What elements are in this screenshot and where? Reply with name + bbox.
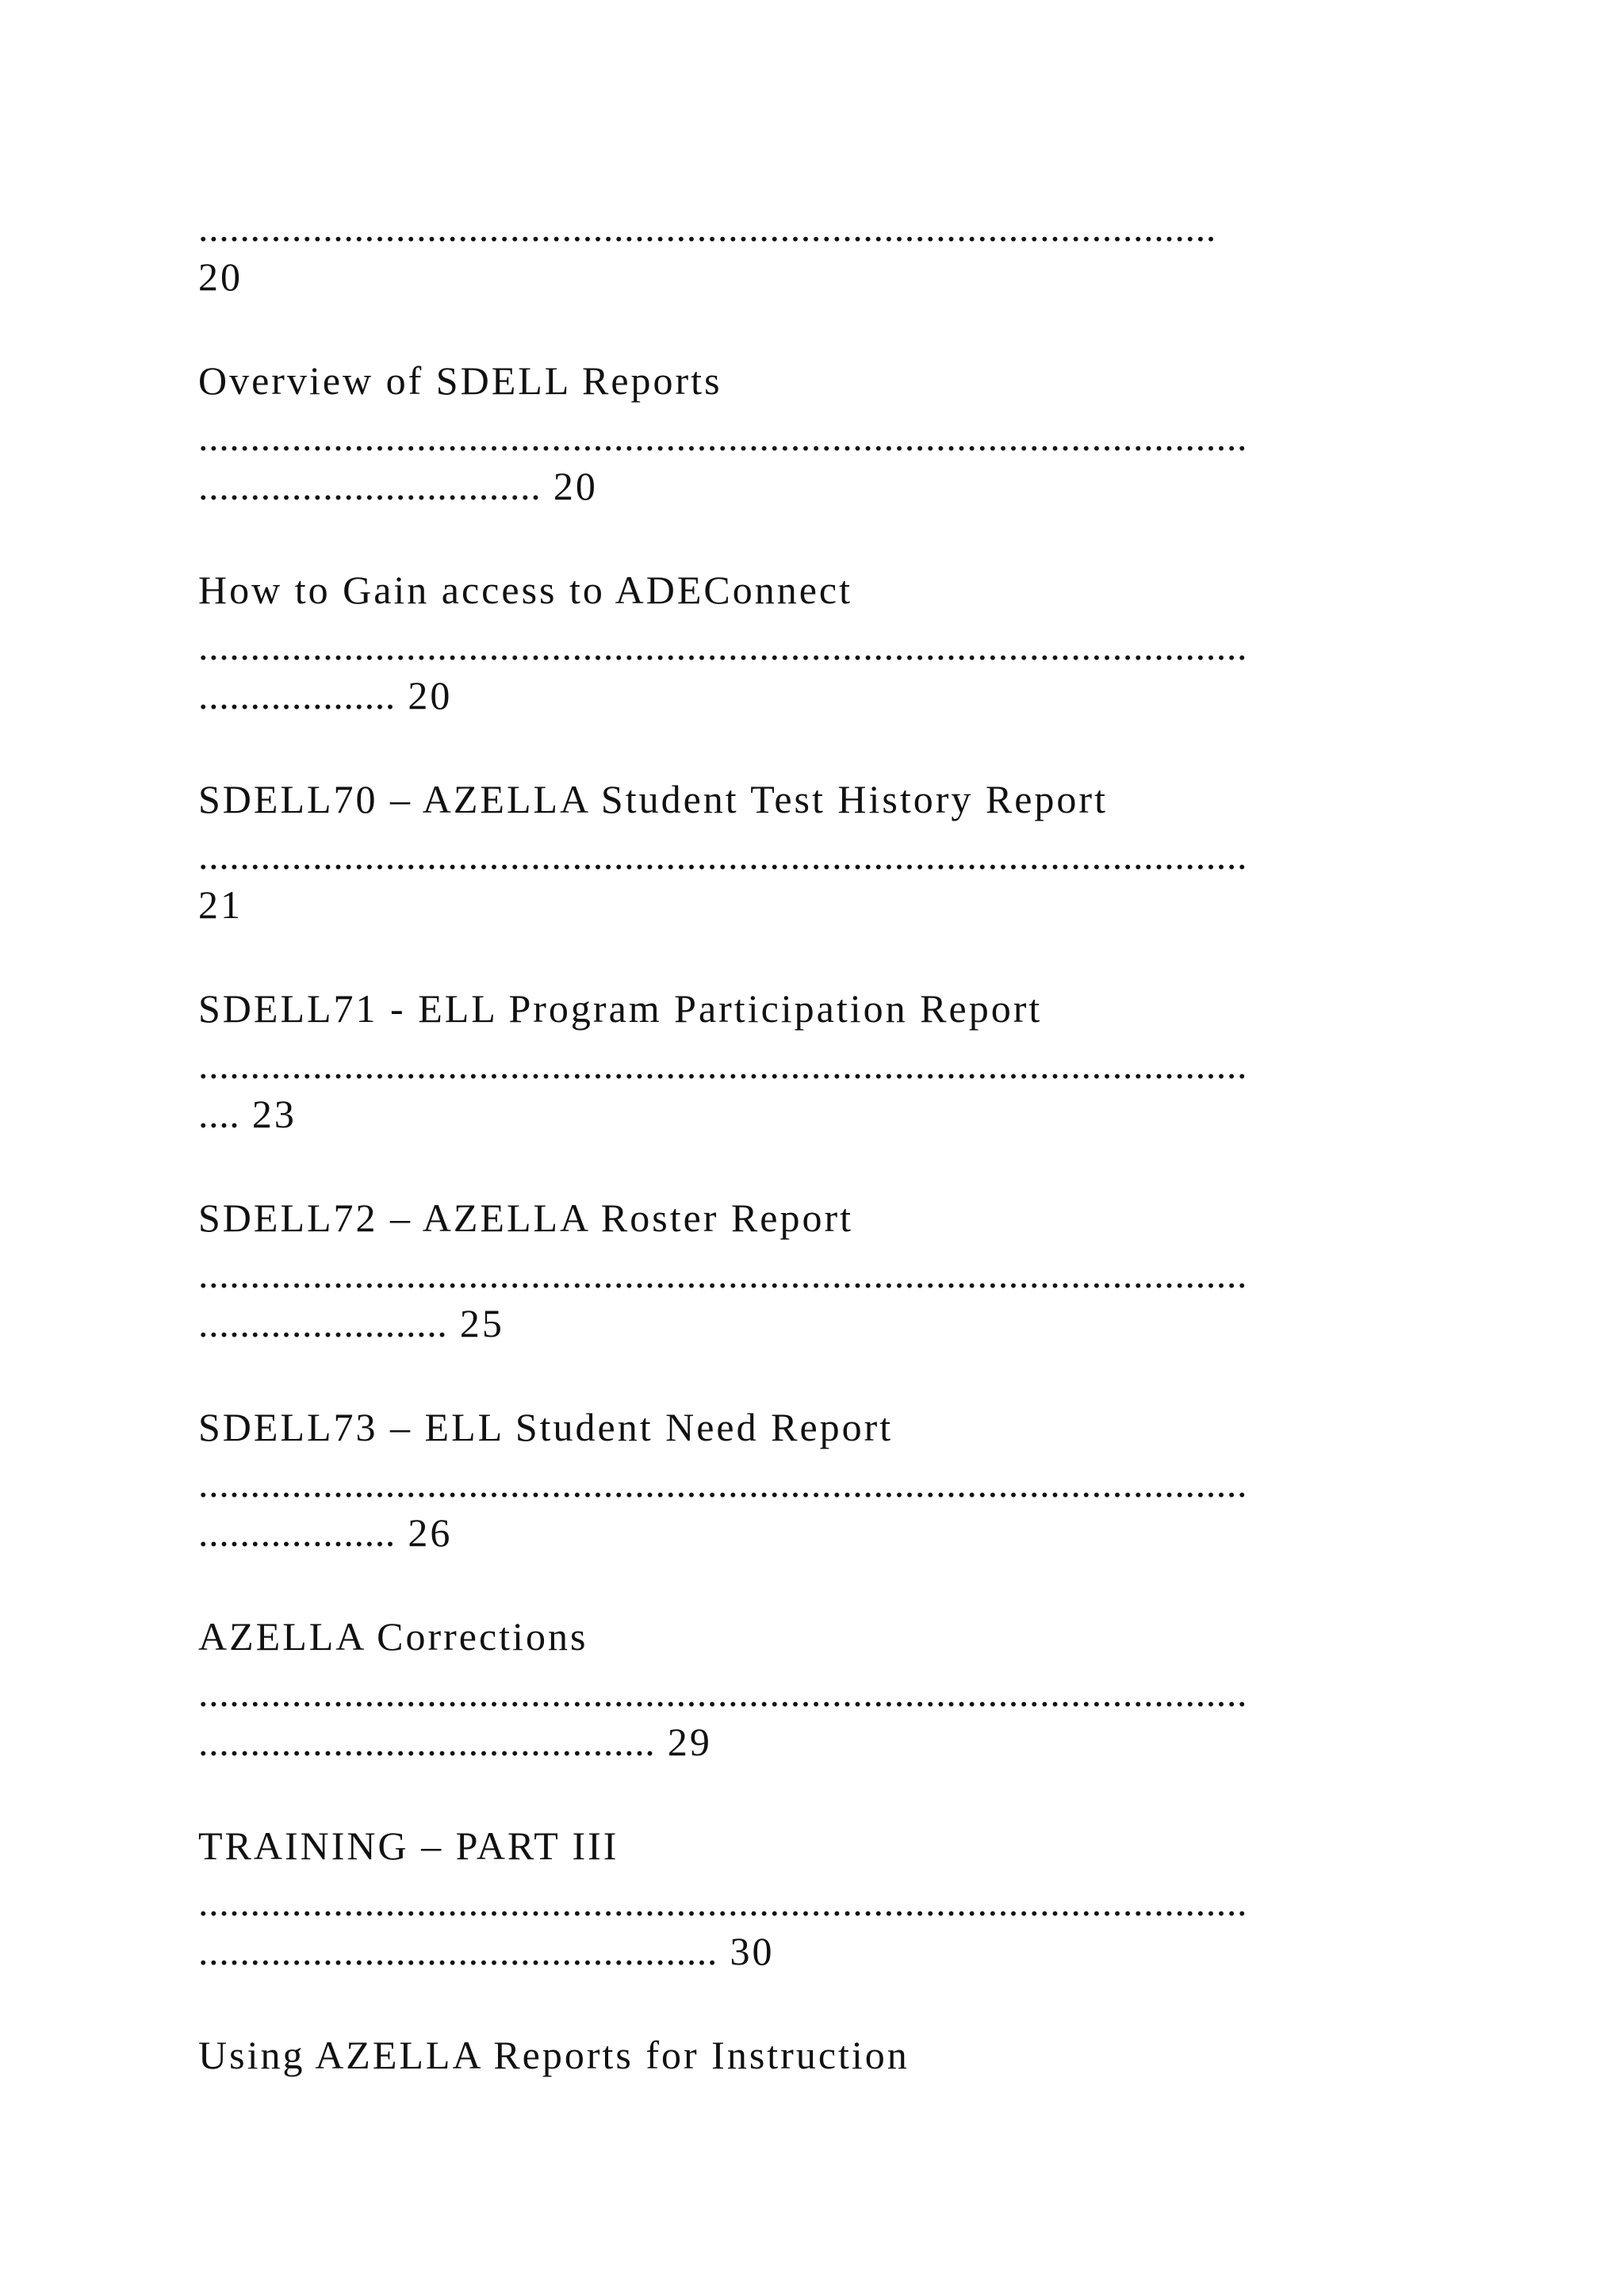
toc-leader: .................................................................................................. (198, 205, 1216, 250)
toc-entry-title[interactable]: SDELL73 – ELL Student Need Report (198, 1405, 894, 1449)
toc-page-number: 20 (198, 254, 243, 299)
toc-leader: .... (198, 1092, 240, 1136)
toc-page-number: 30 (730, 1929, 775, 1973)
toc-entry-title[interactable]: Using AZELLA Reports for Instruction (198, 2033, 910, 2077)
toc-entry-title[interactable]: SDELL70 – AZELLA Student Test History Report (198, 777, 1108, 821)
toc-page-number: 26 (408, 1510, 453, 1555)
toc-leader: ................................. (198, 464, 542, 508)
toc-leader-line (198, 673, 453, 718)
toc-page-number: 23 (251, 1092, 297, 1136)
toc-leader-line (198, 1094, 297, 1134)
toc-leader: ................... (198, 673, 396, 718)
toc-entry-title[interactable]: AZELLA Corrections (198, 1614, 588, 1659)
toc-leader: ............................................ (198, 1720, 656, 1764)
toc-leader-line (198, 1931, 775, 1971)
toc-page-number: 25 (459, 1301, 504, 1345)
toc-page-number: 20 (553, 464, 598, 508)
toc-leader-line (198, 1510, 453, 1555)
toc-leader-line (198, 1303, 504, 1343)
toc-entry-title[interactable]: SDELL72 – AZELLA Roster Report (198, 1196, 854, 1240)
toc-leader: ..................................................................................................... (198, 1252, 1248, 1296)
toc-leader: ..................................................................................................... (198, 1461, 1248, 1506)
toc-leader-line (198, 1722, 712, 1762)
toc-page-number: 20 (408, 673, 453, 718)
toc-leader: ..................................................................................................... (198, 1670, 1248, 1715)
toc-entry-title[interactable]: How to Gain access to ADEConnect (198, 568, 853, 612)
toc-page-number: 21 (198, 882, 243, 927)
toc-entry-title[interactable]: TRAINING – PART III (198, 1823, 619, 1868)
toc-leader: ..................................................................................................... (198, 1880, 1248, 1924)
toc-leader: ........................ (198, 1301, 448, 1345)
toc-leader: ..................................................................................................... (198, 1043, 1248, 1087)
toc-page-number: 29 (667, 1720, 712, 1764)
toc-entry-title[interactable]: Overview of SDELL Reports (198, 358, 722, 403)
toc-leader: ..................................................................................................... (198, 833, 1248, 878)
toc-leader: ..................................................................................................... (198, 415, 1248, 459)
toc-leader: ................... (198, 1510, 396, 1555)
toc-leader: ..................................................................................................... (198, 624, 1248, 668)
toc-entry-title[interactable]: SDELL71 - ELL Program Participation Report (198, 986, 1043, 1031)
toc-leader-line (198, 466, 598, 506)
toc-leader: .................................................. (198, 1929, 718, 1973)
